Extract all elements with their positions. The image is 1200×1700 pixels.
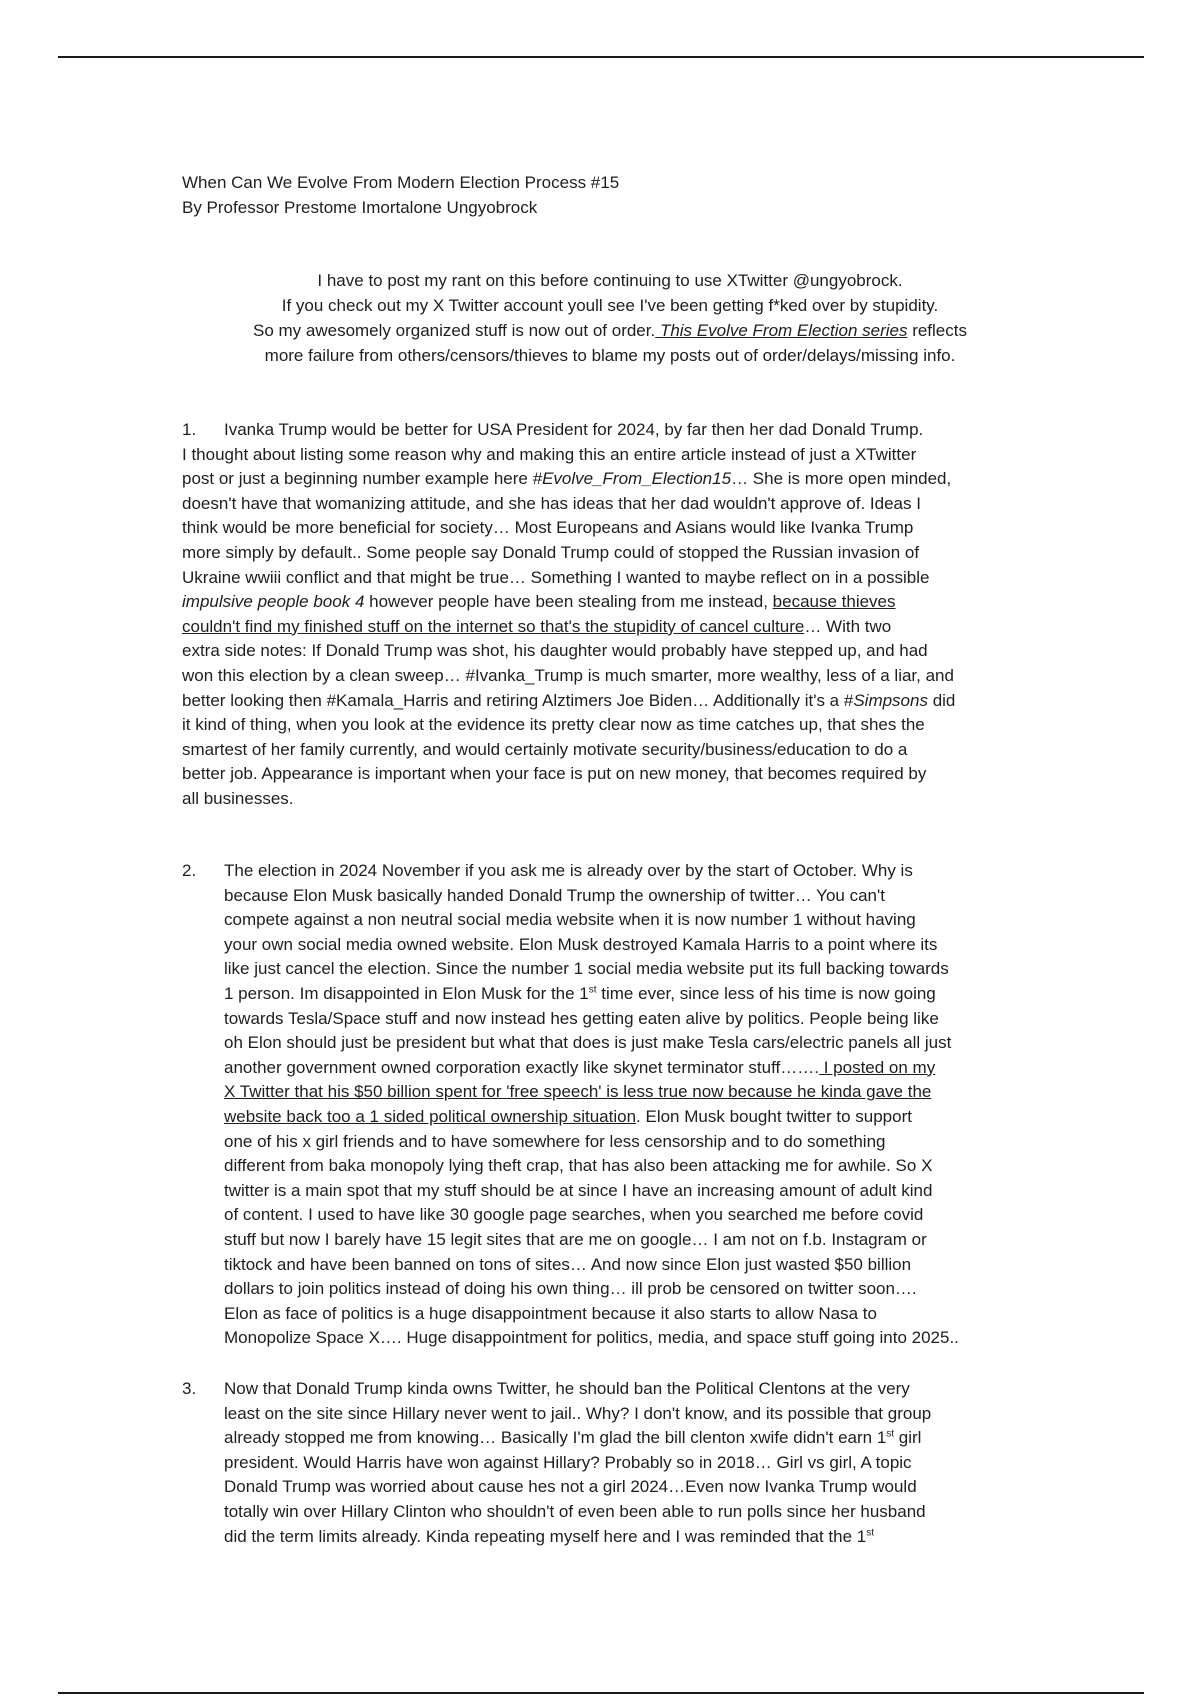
- item-line: [224, 982, 1062, 1007]
- item-line: of content. I used to have like 30 google page searches, when you searched me before covid: [224, 1205, 924, 1225]
- list-item-1: [182, 418, 1032, 812]
- underlined-text: website back too a 1 sided political ownership situation: [224, 1106, 637, 1126]
- item-line: your own social media owned website. Elon Musk destroyed Kamala Harris to a point where its: [224, 934, 938, 954]
- item-line: twitter is a main spot that my stuff should be at since I have an increasing amount of adult kind: [224, 1180, 933, 1200]
- item-line: [224, 1426, 1062, 1451]
- top-rule: [58, 56, 1144, 58]
- item-line: Monopolize Space X…. Huge disappointment for politics, media, and space stuff going into 2025..: [224, 1328, 959, 1348]
- intro-line: more failure from others/censors/thieves to blame my posts out of order/delays/missing info.: [264, 346, 956, 365]
- hashtag: #Evolve_From_Election15: [532, 469, 732, 489]
- document-byline: By Professor Prestome Imortalone Ungyobrock: [182, 198, 538, 217]
- item-text: post or just a beginning number example here: [182, 469, 533, 489]
- item-line: Donald Trump was worried about cause hes not a girl 2024…Even now Ivanka Trump would: [224, 1477, 917, 1497]
- item-body: [224, 859, 1062, 1351]
- item-line: least on the site since Hillary never went to jail.. Why? I don't know, and its possible that group: [224, 1403, 932, 1423]
- item-text: did the term limits already. Kinda repeating myself here and I was reminded that the 1: [224, 1526, 867, 1546]
- document-title: When Can We Evolve From Modern Election Process #15: [182, 173, 620, 192]
- intro-line: I have to post my rant on this before continuing to use XTwitter @ungyobrock.: [317, 271, 903, 290]
- series-title: This Evolve From Election series: [655, 321, 908, 340]
- item-line: Elon as face of politics is a huge disappointment because it also starts to allow Nasa to: [224, 1303, 877, 1323]
- item-line: towards Tesla/Space stuff and now instead hes getting eaten alive by politics. People being like: [224, 1008, 939, 1028]
- item-line: more simply by default.. Some people say Donald Trump could of stopped the Russian invasion of: [182, 542, 920, 562]
- item-line: president. Would Harris have won against Hillary? Probably so in 2018… Girl vs girl, A topic: [224, 1452, 912, 1472]
- item-line: X Twitter that his $50 billion spent for 'free speech' is less true now because he kinda gave the: [224, 1082, 932, 1102]
- underlined-text: because thieves: [772, 592, 896, 612]
- item-line: [182, 615, 1032, 640]
- item-line: [182, 590, 1032, 615]
- item-text: did: [927, 690, 956, 710]
- item-text: already stopped me from knowing… Basically I'm glad the bill clenton xwife didn't earn 1: [224, 1428, 887, 1448]
- document-header: [182, 170, 619, 220]
- item-text: … She is more open minded,: [731, 469, 952, 489]
- item-line: Ukraine wwiii conflict and that might be true… Something I wanted to maybe reflect on in a possible: [182, 567, 930, 587]
- item-line: [182, 689, 1032, 714]
- item-line: stuff but now I barely have 15 legit sites that are me on google… I am not on f.b. Instagram or: [224, 1229, 927, 1249]
- item-line: it kind of thing, when you look at the evidence its pretty clear now as time catches up, that shes the: [182, 715, 925, 735]
- intro-text: reflects: [907, 321, 967, 340]
- item-text: 1 person. Im disappointed in Elon Musk for the 1: [224, 983, 589, 1003]
- item-line: smartest of her family currently, and would certainly motivate security/business/education to do a: [182, 739, 908, 759]
- item-text: . Elon Musk bought twitter to support: [636, 1106, 912, 1126]
- item-text: another government owned corporation exactly like skynet terminator stuff…….: [224, 1057, 819, 1077]
- item-line: [224, 1105, 1062, 1130]
- item-line: won this election by a clean sweep… #Ivanka_Trump is much smarter, more wealthy, less of a liar, and: [182, 665, 954, 685]
- superscript: st: [886, 1428, 895, 1440]
- item-line: doesn't have that womanizing attitude, and she has ideas that her dad wouldn't approve of. Ideas I: [182, 493, 921, 513]
- item-number: 3.: [182, 1379, 197, 1398]
- item-line: The election in 2024 November if you ask me is already over by the start of October. Why is: [224, 861, 913, 880]
- item-line: tiktock and have been banned on tons of sites… And now since Elon just wasted $50 billion: [224, 1254, 912, 1274]
- list-item-3: [182, 1377, 1062, 1549]
- bottom-rule: [58, 1692, 1144, 1694]
- item-line: I thought about listing some reason why and making this an entire article instead of just a XTwitter: [182, 444, 917, 464]
- item-line: Ivanka Trump would be better for USA President for 2024, by far then her dad Donald Trump.: [224, 420, 924, 439]
- intro-line: [150, 318, 1070, 343]
- item-text: better looking then #Kamala_Harris and retiring Alztimers Joe Biden… Additionally it's a #: [182, 690, 854, 710]
- item-line: totally win over Hillary Clinton who shouldn't of even been able to run polls since her husband: [224, 1501, 926, 1521]
- item-text: however people have been stealing from me instead,: [364, 592, 773, 612]
- item-line: compete against a non neutral social media website when it is now number 1 without having: [224, 910, 916, 930]
- item-text: girl: [894, 1428, 922, 1448]
- item-line: dollars to join politics instead of doing his own thing… ill prob be censored on twitter soon….: [224, 1279, 917, 1299]
- item-line: because Elon Musk basically handed Donald Trump the ownership of twitter… You can't: [224, 885, 885, 905]
- superscript: st: [866, 1526, 875, 1538]
- item-line: like just cancel the election. Since the number 1 social media website put its full backing towards: [224, 959, 949, 979]
- item-line: [182, 467, 1032, 492]
- item-text: … With two: [804, 616, 892, 636]
- item-line: [224, 1525, 1062, 1550]
- item-line: oh Elon should just be president but what that does is just make Tesla cars/electric panels all just: [224, 1033, 952, 1053]
- item-line: different from baka monopoly lying theft crap, that has also been attacking me for awhile. So X: [224, 1156, 933, 1176]
- underlined-text: couldn't find my finished stuff on the internet so that's the stupidity of cancel culture: [182, 616, 805, 636]
- item-line: think would be more beneficial for society… Most Europeans and Asians would like Ivanka Trump: [182, 518, 914, 538]
- item-line: [224, 1056, 1062, 1081]
- book-title: impulsive people book 4: [182, 592, 365, 612]
- intro-line: If you check out my X Twitter account youll see I've been getting f*ked over by stupidity.: [281, 296, 939, 315]
- list-item-2: [182, 859, 1062, 1351]
- item-line: extra side notes: If Donald Trump was shot, his daughter would probably have stepped up, and had: [182, 641, 928, 661]
- item-body: [224, 1377, 1062, 1549]
- item-number: 2.: [182, 861, 197, 880]
- item-line: Now that Donald Trump kinda owns Twitter, he should ban the Political Clentons at the very: [224, 1379, 910, 1398]
- item-text: time ever, since less of his time is now going: [596, 983, 936, 1003]
- item-line: better job. Appearance is important when your face is put on new money, that becomes required by: [182, 764, 927, 784]
- superscript: st: [588, 984, 597, 996]
- intro-text: So my awesomely organized stuff is now out of order.: [252, 321, 656, 340]
- underlined-text: I posted on my: [818, 1057, 936, 1077]
- item-line: one of his x girl friends and to have somewhere for less censorship and to do something: [224, 1131, 886, 1151]
- item-number: 1.: [182, 420, 197, 439]
- item-line: all businesses.: [182, 788, 294, 808]
- italic-text: Simpsons: [853, 690, 928, 710]
- intro-paragraph: [150, 268, 1070, 368]
